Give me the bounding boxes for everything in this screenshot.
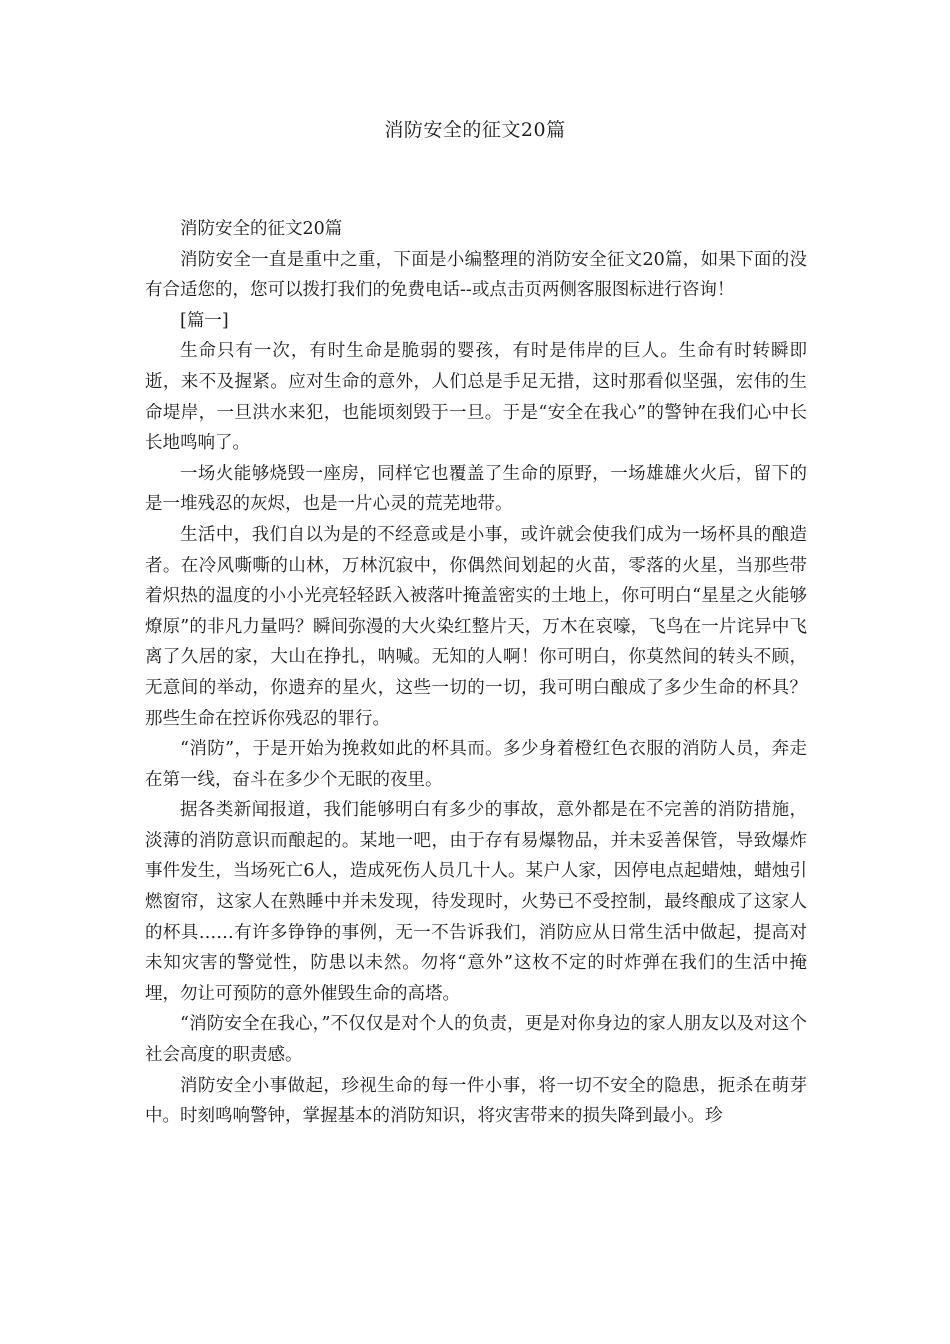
section-label: [篇一] (180, 310, 229, 331)
intro-paragraph: 消防安全一直是重中之重，下面是小编整理的消防安全征文20篇，如果下面的没有合适您的，您可以拨打我们的免费电话--或点击页两侧客服图标进行咨询！ (145, 249, 807, 301)
body-paragraph: 生命只有一次，有时生命是脆弱的婴孩，有时是伟岸的巨人。生命有时转瞬即逝，来不及握紧。应对生命的意外，人们总是手足无措，这时那看似坚强，宏伟的生命堤岸，一旦洪水来犯，也能顷刻毁于一旦。于是“安全在我心”的警钟在我们心中长长地鸣响了。 (145, 341, 807, 454)
body-paragraph: 生活中，我们自以为是的不经意或是小事，或许就会使我们成为一场杯具的酿造者。在冷风嘶嘶的山林，万林沉寂中，你偶然间划起的火苗，零落的火星，当那些带着炽热的温度的小小光亮轻轻跃入被落叶掩盖密实的土地上，你可明白“星星之火能够燎原”的非凡力量吗？瞬间弥漫的大火染红整片天，万木在哀嚎，飞鸟在一片诧异中飞离了久居的家，大山在挣扎，呐喊。无知的人啊！你可明白，你莫然间的转头不顾，无意间的举动，你遗弃的星火，这些一切的一切，我可明白酿成了多少生命的杯具？那些生命在控诉你残忍的罪行。 (145, 524, 807, 729)
subtitle-paragraph: 消防安全的征文20篇 (180, 219, 343, 239)
body-paragraph: “消防”，于是开始为挽救如此的杯具而。多少身着橙红色衣服的消防人员，奔走在第一线，奋斗在多少个无眠的夜里。 (145, 739, 807, 790)
body-paragraph: “消防安全在我心，”不仅仅是对个人的负责，更是对你身边的家人朋友以及对这个社会高度的职责感。 (145, 1014, 807, 1066)
document-title: 消防安全的征文20篇 (384, 119, 566, 141)
body-paragraph: 一场火能够烧毁一座房，同样它也覆盖了生命的原野，一场雄雄火火后，留下的是一堆残忍的灰烬，也是一片心灵的荒芜地带。 (145, 463, 807, 515)
body-paragraph: 据各类新闻报道，我们能够明白有多少的事故，意外都是在不完善的消防措施，淡薄的消防意识而酿起的。某地一吧，由于存有易爆物品，并未妥善保管，导致爆炸事件发生，当场死亡6人，造成死伤人员几十人。某户人家，因停电点起蜡烛，蜡烛引燃窗帘，这家人在熟睡中并未发现，待发现时，火势已不受控制，最终酿成了这家人的杯具……有许多铮铮的事例，无一不告诉我们，消防应从日常生活中做起，提高对未知灾害的警觉性，防患以未然。勿将“意外”这枚不定的时炸弹在我们的生活中掩埋，勿让可预防的意外催毁生命的高塔。 (145, 800, 807, 1004)
body-paragraph: 消防安全小事做起，珍视生命的每一件小事，将一切不安全的隐患，扼杀在萌芽中。时刻鸣响警钟，掌握基本的消防知识，将灾害带来的损失降到最小。珍 (145, 1075, 807, 1127)
document-body (145, 214, 807, 1132)
